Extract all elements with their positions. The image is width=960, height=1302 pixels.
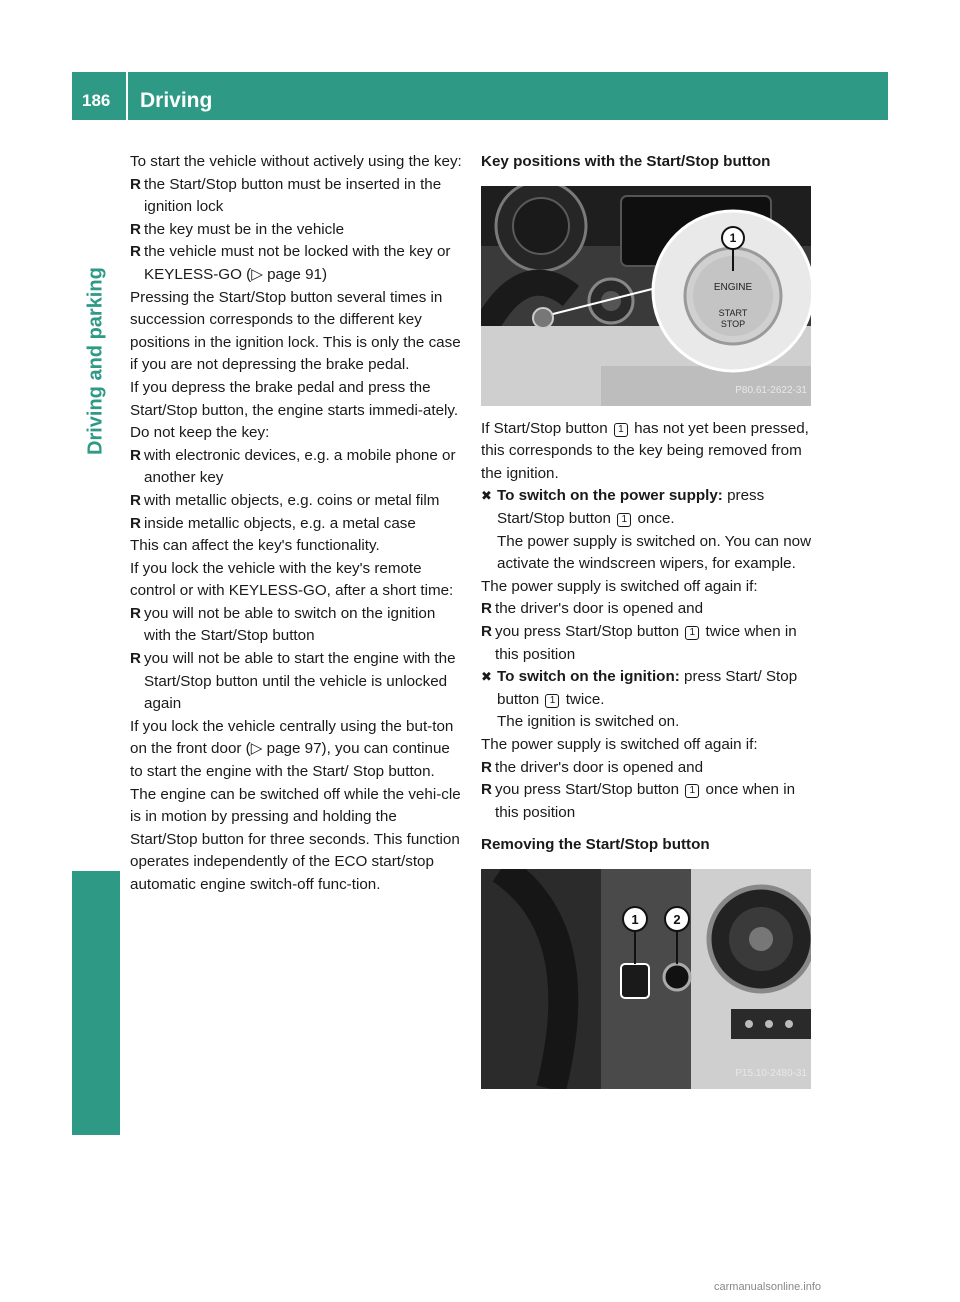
step-power-supply: ✖ To switch on the power supply: press Start/Stop button 1 once. The power supply is switched on. You can now activate the windscreen wipers, for example. [481, 487, 812, 573]
bullet-marker: R [130, 446, 141, 464]
intro-text: To start the vehicle without actively using the key: [130, 153, 462, 170]
bullet-marker: R [130, 243, 141, 261]
page-number: 186 [82, 91, 111, 110]
stop-label: STOP [720, 318, 746, 329]
bullet-marker: R [130, 650, 141, 668]
dashboard-illustration [481, 186, 811, 406]
right-column [481, 151, 813, 1101]
heading-key-positions: Key positions with the Start/Stop button [481, 153, 771, 170]
callout-1: 1 [729, 230, 737, 245]
engine-label: ENGINE [713, 281, 753, 293]
callout-1-icon: 1 [614, 423, 628, 437]
step-arrow-icon: ✖ [481, 669, 492, 685]
bullet-marker: R [130, 220, 141, 238]
off-again-2: The power supply is switched off again if: [481, 735, 758, 753]
watermark: carmanualsonline.info [714, 1281, 822, 1293]
keep-intro: Do not keep the key: [130, 424, 270, 442]
callout-2: 2 [673, 911, 681, 927]
list-item: R the driver's door is opened and [481, 757, 813, 780]
list-item: R you press Start/Stop button 1 once when in this position [481, 781, 796, 821]
lock-intro: If you lock the vehicle with the key's remote control or with KEYLESS-GO, after a short time: [130, 559, 454, 600]
image-code: P15.10-2480-31 [735, 1068, 807, 1080]
paragraph-brake: If you depress the brake pedal and press the Start/Stop button, the engine starts immedi-ately. [130, 378, 459, 419]
bullet-marker: R [130, 175, 141, 193]
callout-1-icon: 1 [685, 626, 699, 640]
bullet-marker: R [481, 781, 492, 799]
paragraph-central-locking: If you lock the vehicle centrally using the but-ton on the front door (▷ page 97), you can continue to start the engine with the Start/ Stop button. [130, 717, 454, 781]
list-item: R you will not be able to switch on the ignition with the Start/Stop button [130, 604, 436, 645]
paragraph-switch-off: The engine can be switched off while the vehi-cle is in motion by pressing and holding the Start/Stop button for three seconds. This function operates independently of the ECO start/stop automatic engine switch-off func-tion. [130, 785, 461, 893]
chapter-title: Driving [140, 89, 213, 112]
bullet-marker: R [130, 514, 141, 532]
bullet-marker: R [481, 758, 492, 776]
side-tab-block [72, 871, 120, 1135]
list-item: R the driver's door is opened and [481, 598, 813, 621]
affect-text: This can affect the key's functionality. [130, 537, 380, 555]
page-header [72, 72, 888, 120]
header-divider [126, 72, 128, 120]
list-item: R with metallic objects, e.g. coins or metal film [130, 490, 462, 513]
step-result: The power supply is switched on. You can now activate the windscreen wipers, for example. [497, 532, 812, 573]
step-result: The ignition is switched on. [497, 713, 680, 731]
start-label: START [718, 307, 748, 318]
callout-1: 1 [631, 911, 639, 927]
callout-1-icon: 1 [617, 513, 631, 527]
image-code: P80.61-2622-31 [735, 385, 807, 396]
list-item: R you press Start/Stop button 1 twice when in this position [481, 622, 797, 663]
callout-1-icon: 1 [685, 784, 699, 798]
removing-button-photo [481, 869, 811, 1089]
callout-1-icon: 1 [545, 694, 559, 708]
start-stop-button-photo [481, 186, 811, 406]
bullet-marker: R [481, 600, 492, 618]
removal-illustration [481, 869, 811, 1089]
bullet-marker: R [481, 622, 492, 640]
list-item: R you will not be able to start the engine with the Start/Stop button until the vehicle is unlocked again [130, 650, 456, 713]
paragraph-not-pressed: If Start/Stop button 1 has not yet been pressed, this corresponds to the key being removed from the ignition. [481, 419, 809, 482]
list-item: R the Start/Stop button must be inserted in the ignition lock [130, 175, 442, 216]
step-ignition: ✖ To switch on the ignition: press Start/ Stop button 1 twice. The ignition is switched on. [481, 668, 798, 731]
list-item: R inside metallic objects, e.g. a metal case [130, 513, 462, 536]
side-tab [72, 135, 120, 1135]
list-item: R the key must be in the vehicle [130, 219, 462, 242]
left-column [130, 151, 462, 897]
paragraph-pressing: Pressing the Start/Stop button several times in succession corresponds to the different key positions in the ignition lock. This is only the case if you are not depressing the brake pedal. [130, 288, 461, 374]
list-item [130, 241, 462, 286]
step-arrow-icon: ✖ [481, 488, 492, 504]
off-again-1: The power supply is switched off again if: [481, 577, 758, 595]
bullet-marker: R [130, 491, 141, 509]
side-tab-label: Driving and parking [84, 267, 107, 455]
page-reference-link[interactable]: the vehicle must not be locked with the key or KEYLESS-GO (▷ page 91) [144, 243, 451, 283]
bullet-marker: R [130, 604, 141, 622]
list-item: R with electronic devices, e.g. a mobile phone or another key [130, 446, 456, 487]
heading-removing: Removing the Start/Stop button [481, 836, 710, 854]
